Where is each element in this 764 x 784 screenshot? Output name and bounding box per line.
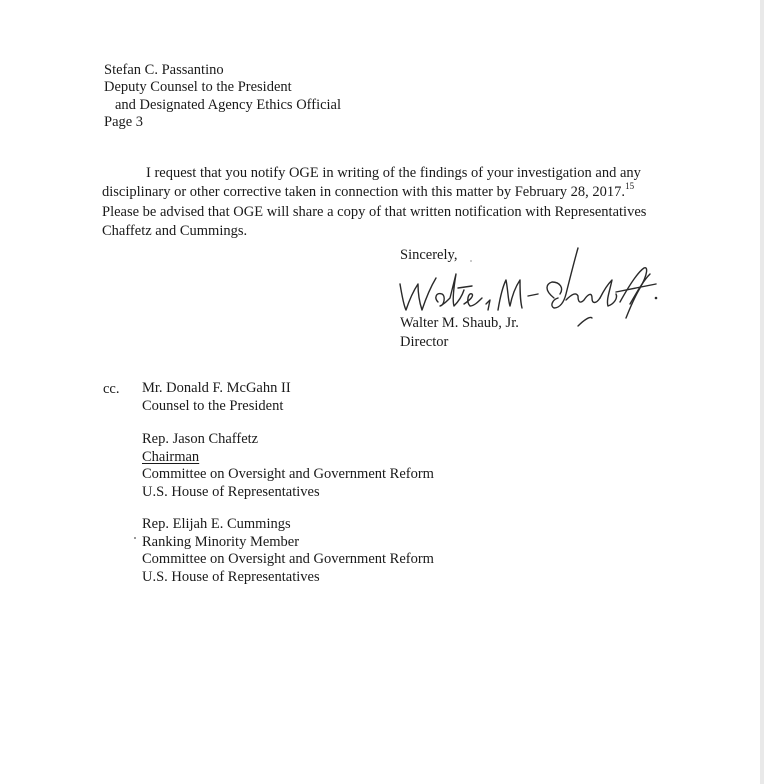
cc-line: Counsel to the President (142, 397, 284, 414)
scan-speck (470, 260, 472, 262)
recipient-title-2: and Designated Agency Ethics Official (115, 96, 342, 113)
letter-header (104, 61, 341, 130)
scan-edge (760, 0, 764, 784)
footnote-reference: 15 (625, 181, 635, 192)
cc-line-chairman: Chairman (142, 448, 200, 465)
cc-line: Rep. Jason Chaffetz (142, 431, 259, 447)
page-number: Page 3 (104, 113, 144, 130)
cc-label: cc. (103, 381, 120, 397)
body-line-1: I request that you notify OGE in writing of the findings of your investigation and any (146, 165, 641, 181)
body-line-3: Please be advised that OGE will share a copy of that written notification with Representatives (102, 203, 647, 220)
cc-recipient-mcgahn (142, 380, 291, 415)
cc-line: Committee on Oversight and Government Reform (142, 466, 434, 482)
cc-line: Committee on Oversight and Government Reform (142, 551, 434, 567)
recipient-name: Stefan C. Passantino (104, 62, 224, 78)
cc-recipient-cummings (142, 516, 434, 586)
body-line-2 (102, 183, 646, 202)
recipient-title-1: Deputy Counsel to the President (104, 79, 292, 96)
cc-line: Ranking Minority Member (142, 533, 300, 550)
body-paragraph (102, 164, 646, 241)
cc-line: U.S. House of Representatives (142, 568, 320, 585)
signer-name: Walter M. Shaub, Jr. (400, 315, 519, 331)
cc-line: U.S. House of Representatives (142, 483, 320, 500)
body-line-4: Chaffetz and Cummings. (102, 222, 248, 239)
cc-line: Mr. Donald F. McGahn II (142, 380, 291, 396)
signature-block (400, 314, 519, 351)
scan-speck (134, 537, 136, 539)
body-line-2-text: disciplinary or other corrective taken in connection with this matter by February 28, 2017. (102, 184, 626, 201)
cc-line: Rep. Elijah E. Cummings (142, 516, 291, 532)
closing-salutation: Sincerely, (400, 247, 458, 263)
signer-title: Director (400, 333, 449, 350)
cc-recipient-chaffetz (142, 431, 434, 501)
